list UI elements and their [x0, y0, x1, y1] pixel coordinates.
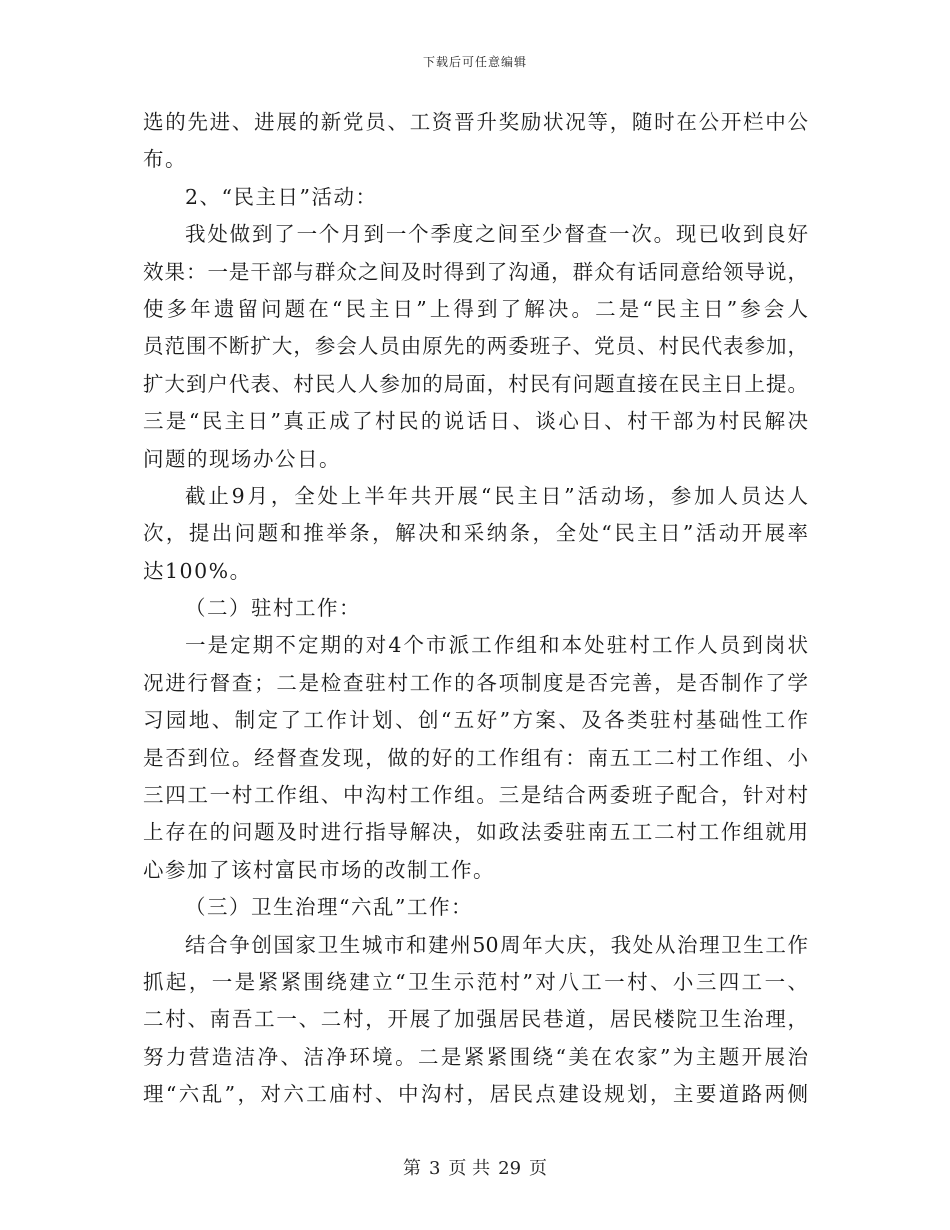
text-line: 结合争创国家卫生城市和建州50周年大庆，我处从治理卫生工作	[185, 932, 808, 957]
page-suffix: 页	[529, 1158, 548, 1179]
text-line: 次，提出问题和推举条，解决和采纳条，全处“民主日”活动开展率	[143, 521, 808, 546]
text-line: 一是定期不定期的对4个市派工作组和本处驻村工作人员到岗状	[185, 633, 808, 658]
text-line: 使多年遗留问题在“民主日”上得到了解决。二是“民主日”参会人	[143, 296, 808, 321]
text-line: 心参加了该村富民市场的改制工作。	[143, 857, 495, 882]
text-line: 我处做到了一个月到一个季度之间至少督查一次。现已收到良好	[185, 222, 808, 247]
text-line: 布。	[143, 147, 187, 172]
section-heading: （二）驻村工作：	[185, 596, 361, 621]
section-heading: （三）卫生治理“六乱”工作：	[185, 895, 473, 920]
text-line: 截止9月，全处上半年共开展“民主日”活动场，参加人员达人	[185, 483, 808, 508]
text-line: 三是“民主日”真正成了村民的说话日、谈心日、村干部为村民解决	[143, 409, 808, 434]
text-line: 上存在的问题及时进行指导解决，如政法委驻南五工二村工作组就用	[143, 820, 808, 845]
text-line: 员范围不断扩大，参会人员由原先的两委班子、党员、村民代表参加，	[143, 334, 808, 359]
text-line: 习园地、制定了工作计划、创“五好”方案、及各类驻村基础性工作	[143, 708, 808, 733]
section-heading: 2、“民主日”活动：	[185, 184, 378, 209]
page-total: 29	[498, 1158, 522, 1179]
page-prefix: 第	[402, 1158, 421, 1179]
page-middle: 页 共	[448, 1158, 491, 1179]
text-line: 况进行督查；二是检查驻村工作的各项制度是否完善，是否制作了学	[143, 670, 808, 695]
text-line: 效果：一是干部与群众之间及时得到了沟通，群众有话同意给领导说，	[143, 259, 808, 284]
text-line: 达100%。	[143, 558, 252, 583]
text-line: 努力营造洁净、洁净环境。二是紧紧围绕“美在农家”为主题开展治	[143, 1044, 808, 1069]
text-line: 问题的现场办公日。	[143, 446, 341, 471]
page-header: 下载后可任意编辑	[422, 55, 527, 69]
text-line: 二村、南吾工一、二村，开展了加强居民巷道，居民楼院卫生治理，	[143, 1007, 808, 1032]
text-line: 是否到位。经督查发现，做的好的工作组有：南五工二村工作组、小	[143, 745, 808, 770]
text-line: 选的先进、进展的新党员、工资晋升奖励状况等，随时在公开栏中公	[143, 110, 808, 134]
text-line: 理“六乱”，对六工庙村、中沟村，居民点建设规划，主要道路两侧	[143, 1082, 808, 1107]
text-line: 扩大到户代表、村民人人参加的局面，村民有问题直接在民主日上提。	[143, 371, 808, 396]
text-line: 三四工一村工作组、中沟村工作组。三是结合两委班子配合，针对村	[143, 783, 808, 808]
text-line: 抓起，一是紧紧围绕建立“卫生示范村”对八工一村、小三四工一、	[143, 969, 808, 994]
page-footer	[0, 1154, 950, 1180]
document-body	[143, 104, 808, 1114]
page-number: 3	[428, 1158, 441, 1179]
